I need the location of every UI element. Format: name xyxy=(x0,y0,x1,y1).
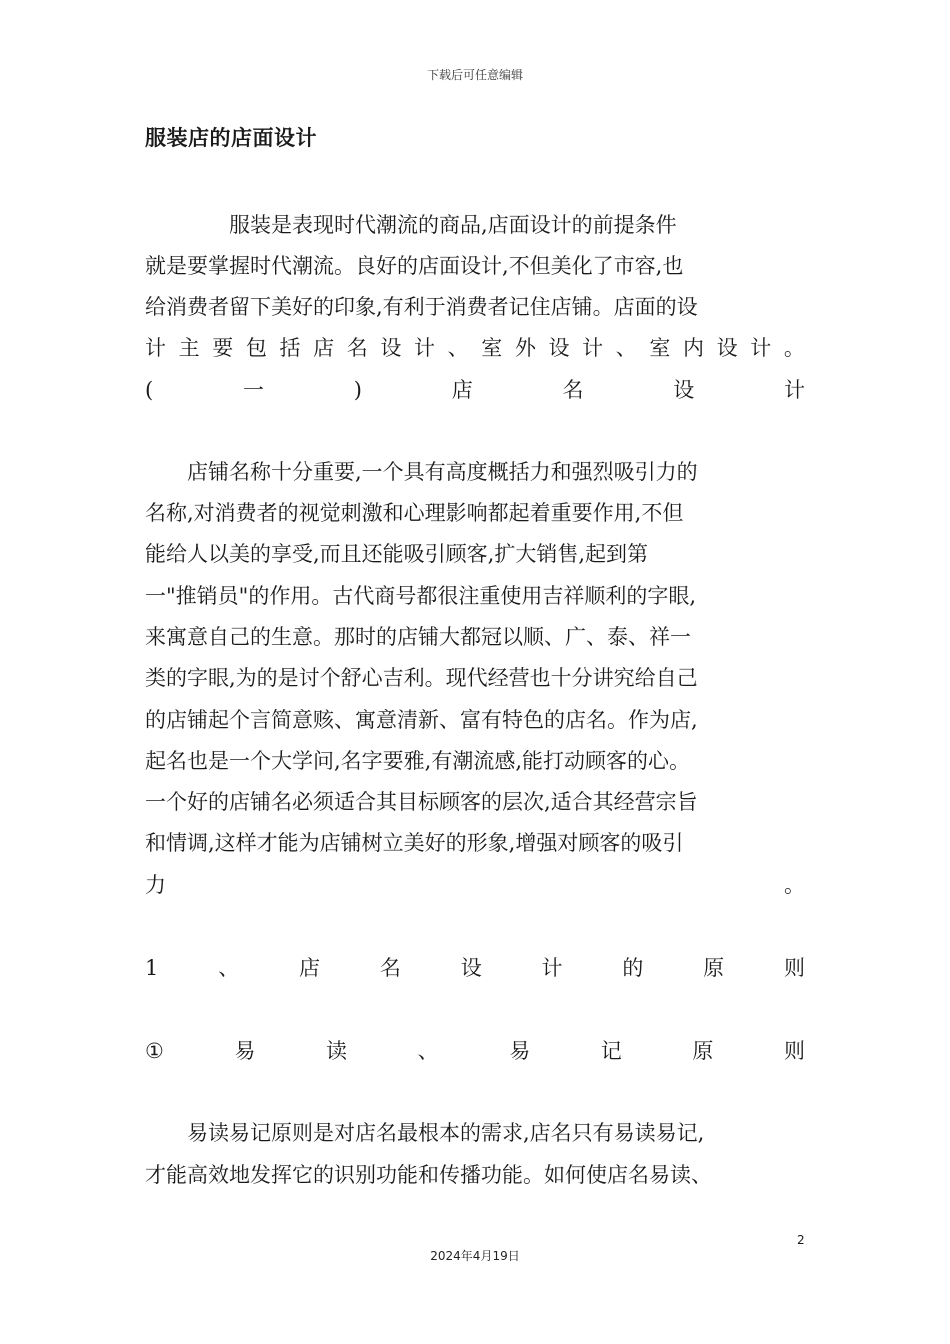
paragraph-line: 来寓意自己的生意。那时的店铺大都冠以顺、广、泰、祥一 xyxy=(145,625,691,649)
glyph: 名 xyxy=(562,378,584,402)
glyph: 则 xyxy=(783,1039,805,1063)
page-footer-date: 2024年4月19日 xyxy=(430,1249,520,1263)
glyph: 店 xyxy=(299,956,321,980)
glyph: 设 xyxy=(380,336,402,360)
glyph: 内 xyxy=(683,336,704,360)
paragraph-line: 给消费者留下美好的印象,有利于消费者记住店铺。店面的设 xyxy=(145,295,698,319)
section-heading-store-name xyxy=(145,370,805,411)
glyph: 、 xyxy=(615,336,637,360)
glyph: 。 xyxy=(784,873,805,897)
paragraph-line: 就是要掌握时代潮流。良好的店面设计,不但美化了市容,也 xyxy=(145,254,684,278)
glyph: 店 xyxy=(451,378,473,402)
glyph: 原 xyxy=(703,956,725,980)
glyph: 要 xyxy=(212,336,234,360)
glyph: 计 xyxy=(784,378,805,402)
page-number: 2 xyxy=(797,1233,805,1247)
paragraph-line-justified xyxy=(145,328,805,369)
page-header: 下载后可任意编辑 xyxy=(426,68,523,82)
glyph: 包 xyxy=(245,336,267,360)
glyph: 计 xyxy=(414,336,435,360)
glyph: 设 xyxy=(673,378,695,402)
paragraph-line: 服装是表现时代潮流的商品,店面设计的前提条件 xyxy=(145,213,677,237)
glyph: 室 xyxy=(649,336,671,360)
paragraph-last-line xyxy=(145,865,805,906)
paragraph-line: 店铺名称十分重要,一个具有高度概括力和强烈吸引力的 xyxy=(145,460,698,484)
glyph: 括 xyxy=(279,336,301,360)
glyph: 主 xyxy=(178,336,200,360)
glyph: 室 xyxy=(481,336,503,360)
glyph: 易 xyxy=(234,1039,256,1063)
paragraph-line: 一个好的店铺名必须适合其目标顾客的层次,适合其经营宗旨 xyxy=(145,790,698,814)
paragraph-line: 类的字眼,为的是讨个舒心吉利。现代经营也十分讲究给自己 xyxy=(145,666,698,690)
glyph: 设 xyxy=(460,956,482,980)
glyph: 、 xyxy=(417,1039,439,1063)
glyph: ) xyxy=(353,378,362,402)
paragraph-line: 起名也是一个大学问,名字要雅,有潮流感,能打动顾客的心。 xyxy=(145,749,691,773)
glyph: 、 xyxy=(218,956,240,980)
glyph: 计 xyxy=(750,336,772,360)
subheading-easy-read xyxy=(145,1031,805,1072)
paragraph-line: 才能高效地发挥它的识别功能和传播功能。如何使店名易读、 xyxy=(145,1163,712,1187)
glyph: 读 xyxy=(326,1039,348,1063)
document-title: 服装店的店面设计 xyxy=(145,126,317,150)
glyph: 外 xyxy=(514,336,536,360)
glyph: 、 xyxy=(447,336,469,360)
glyph: 计 xyxy=(145,336,166,360)
glyph: 。 xyxy=(783,336,805,360)
paragraph-line: 名称,对消费者的视觉刺激和心理影响都起着重要作用,不但 xyxy=(145,501,684,525)
glyph: 设 xyxy=(548,336,570,360)
glyph: 设 xyxy=(716,336,738,360)
paragraph-line: 易读易记原则是对店名最根本的需求,店名只有易读易记, xyxy=(145,1121,705,1145)
glyph: 名 xyxy=(379,956,401,980)
glyph: 计 xyxy=(541,956,563,980)
glyph: ① xyxy=(145,1039,164,1063)
subheading-principles xyxy=(145,948,805,989)
glyph: 名 xyxy=(346,336,368,360)
paragraph-line: 和情调,这样才能为店铺树立美好的形象,增强对顾客的吸引 xyxy=(145,831,684,855)
glyph: 则 xyxy=(784,956,805,980)
glyph: 易 xyxy=(509,1039,531,1063)
glyph: 原 xyxy=(692,1039,714,1063)
glyph: 一 xyxy=(242,378,264,402)
glyph: ( xyxy=(145,378,154,402)
glyph: 的 xyxy=(622,956,644,980)
glyph: 力 xyxy=(145,873,166,897)
paragraph-line: 一"推销员"的作用。古代商号都很注重使用吉祥顺利的字眼, xyxy=(145,584,696,608)
paragraph-line: 的店铺起个言简意赅、寓意清新、富有特色的店名。作为店, xyxy=(145,708,698,732)
glyph: 店 xyxy=(313,336,335,360)
glyph: 1 xyxy=(145,956,159,980)
paragraph-line: 能给人以美的享受,而且还能吸引顾客,扩大销售,起到第 xyxy=(145,542,649,566)
glyph: 计 xyxy=(582,336,604,360)
glyph: 记 xyxy=(600,1039,622,1063)
